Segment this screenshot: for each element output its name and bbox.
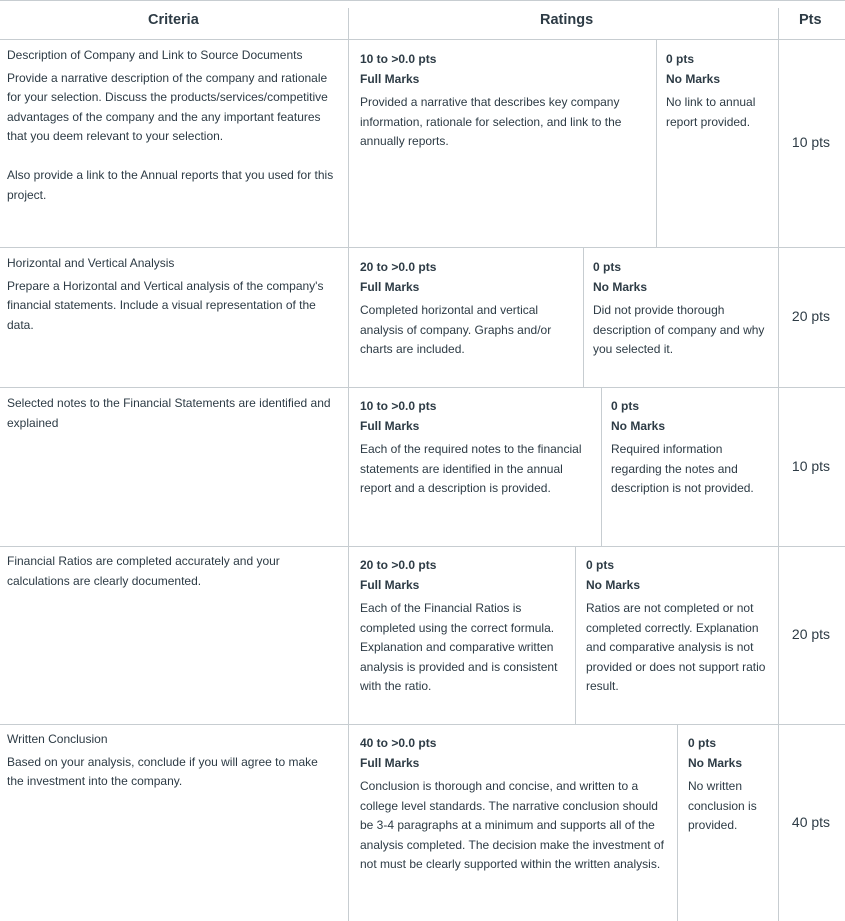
rating-no-marks bbox=[586, 556, 774, 697]
rating-label: Full Marks bbox=[360, 71, 420, 86]
rating-points: 40 to >0.0 pts bbox=[360, 736, 437, 750]
rating-description: Provided a narrative that describes key company information, rationale for selection, and link to the annually reports. bbox=[360, 95, 622, 148]
rating-points: 0 pts bbox=[586, 558, 615, 572]
row-divider bbox=[0, 724, 845, 725]
rating-label: No Marks bbox=[593, 279, 648, 294]
criteria-header: Criteria bbox=[148, 12, 199, 28]
criterion-description: Provide a narrative description of the company and rationale for your selection. Discuss the products/services/competitive advantages of the company and the any important features that you deem relevant to your selection. Also provide a link to the Annual reports that you used for this project. bbox=[7, 70, 334, 202]
rating-divider bbox=[601, 388, 602, 546]
rating-label: Full Marks bbox=[360, 755, 420, 770]
points-value: 20 pts bbox=[791, 626, 831, 642]
header-divider bbox=[0, 39, 845, 40]
criterion-cell bbox=[7, 254, 337, 335]
rating-divider bbox=[583, 248, 584, 387]
criterion-cell bbox=[7, 730, 337, 792]
rating-divider bbox=[575, 547, 576, 724]
criterion-title: Horizontal and Vertical Analysis bbox=[7, 256, 175, 270]
criterion-title: Selected notes to the Financial Statements are identified and explained bbox=[7, 396, 331, 430]
ratings-header: Ratings bbox=[540, 12, 594, 28]
rating-description: Ratios are not completed or not completed correctly. Explanation and comparative analysis is not provided or does not support ratio result. bbox=[586, 601, 766, 693]
points-value: 10 pts bbox=[791, 134, 831, 150]
row-divider bbox=[0, 247, 845, 248]
rating-no-marks bbox=[611, 397, 773, 499]
rating-label: No Marks bbox=[586, 577, 641, 592]
criterion-description: Based on your analysis, conclude if you will agree to make the investment into the company. bbox=[7, 754, 318, 788]
criterion-cell bbox=[7, 46, 337, 205]
rating-divider bbox=[656, 40, 657, 247]
rating-description: Each of the Financial Ratios is completed using the correct formula. Explanation and comparative written analysis is provided and is consistent with the ratio. bbox=[360, 601, 558, 693]
criterion-title: Description of Company and Link to Source Documents bbox=[7, 48, 303, 62]
rating-description: No written conclusion is provided. bbox=[688, 779, 757, 832]
rating-label: No Marks bbox=[611, 418, 666, 433]
rating-label: No Marks bbox=[688, 755, 743, 770]
rating-points: 0 pts bbox=[593, 260, 622, 274]
rating-points: 0 pts bbox=[611, 399, 640, 413]
rating-points: 0 pts bbox=[666, 52, 695, 66]
rating-no-marks bbox=[593, 258, 773, 360]
rating-points: 20 to >0.0 pts bbox=[360, 260, 437, 274]
rating-description: Did not provide thorough description of company and why you selected it. bbox=[593, 303, 765, 356]
column-divider-criteria bbox=[348, 8, 349, 921]
points-value: 20 pts bbox=[791, 308, 831, 324]
rating-description: No link to annual report provided. bbox=[666, 95, 756, 129]
rating-label: Full Marks bbox=[360, 418, 420, 433]
rating-full-marks bbox=[360, 50, 648, 152]
row-divider bbox=[0, 387, 845, 388]
rating-points: 10 to >0.0 pts bbox=[360, 52, 437, 66]
rating-full-marks bbox=[360, 258, 576, 360]
rating-divider bbox=[677, 725, 678, 921]
criterion-cell bbox=[7, 394, 337, 436]
rating-label: Full Marks bbox=[360, 279, 420, 294]
criterion-title: Written Conclusion bbox=[7, 732, 108, 746]
table-top-border bbox=[0, 0, 845, 1]
rating-label: No Marks bbox=[666, 71, 721, 86]
rating-description: Conclusion is thorough and concise, and written to a college level standards. The narrative conclusion should be 3-4 paragraphs at a minimum and supports all of the analysis completed. The decision make the investment of not must be clearly supported within the written analysis. bbox=[360, 779, 664, 871]
rating-points: 20 to >0.0 pts bbox=[360, 558, 437, 572]
rating-full-marks bbox=[360, 397, 592, 499]
rating-full-marks bbox=[360, 734, 670, 875]
points-value: 40 pts bbox=[791, 814, 831, 830]
criterion-title: Financial Ratios are completed accurately and your calculations are clearly documented. bbox=[7, 554, 280, 588]
rating-description: Each of the required notes to the financial statements are identified in the annual report and a description is provided. bbox=[360, 442, 582, 495]
pts-header: Pts bbox=[799, 12, 822, 28]
rating-description: Required information regarding the notes and description is not provided. bbox=[611, 442, 754, 495]
rating-points: 10 to >0.0 pts bbox=[360, 399, 437, 413]
rating-full-marks bbox=[360, 556, 570, 697]
rating-description: Completed horizontal and vertical analysis of company. Graphs and/or charts are included. bbox=[360, 303, 552, 356]
criterion-description: Prepare a Horizontal and Vertical analysis of the company's financial statements. Include a visual representation of the data. bbox=[7, 278, 324, 332]
rating-no-marks bbox=[666, 50, 772, 132]
criterion-cell bbox=[7, 552, 337, 594]
points-value: 10 pts bbox=[791, 458, 831, 474]
rating-points: 0 pts bbox=[688, 736, 717, 750]
row-divider bbox=[0, 546, 845, 547]
rating-label: Full Marks bbox=[360, 577, 420, 592]
rating-no-marks bbox=[688, 734, 774, 836]
